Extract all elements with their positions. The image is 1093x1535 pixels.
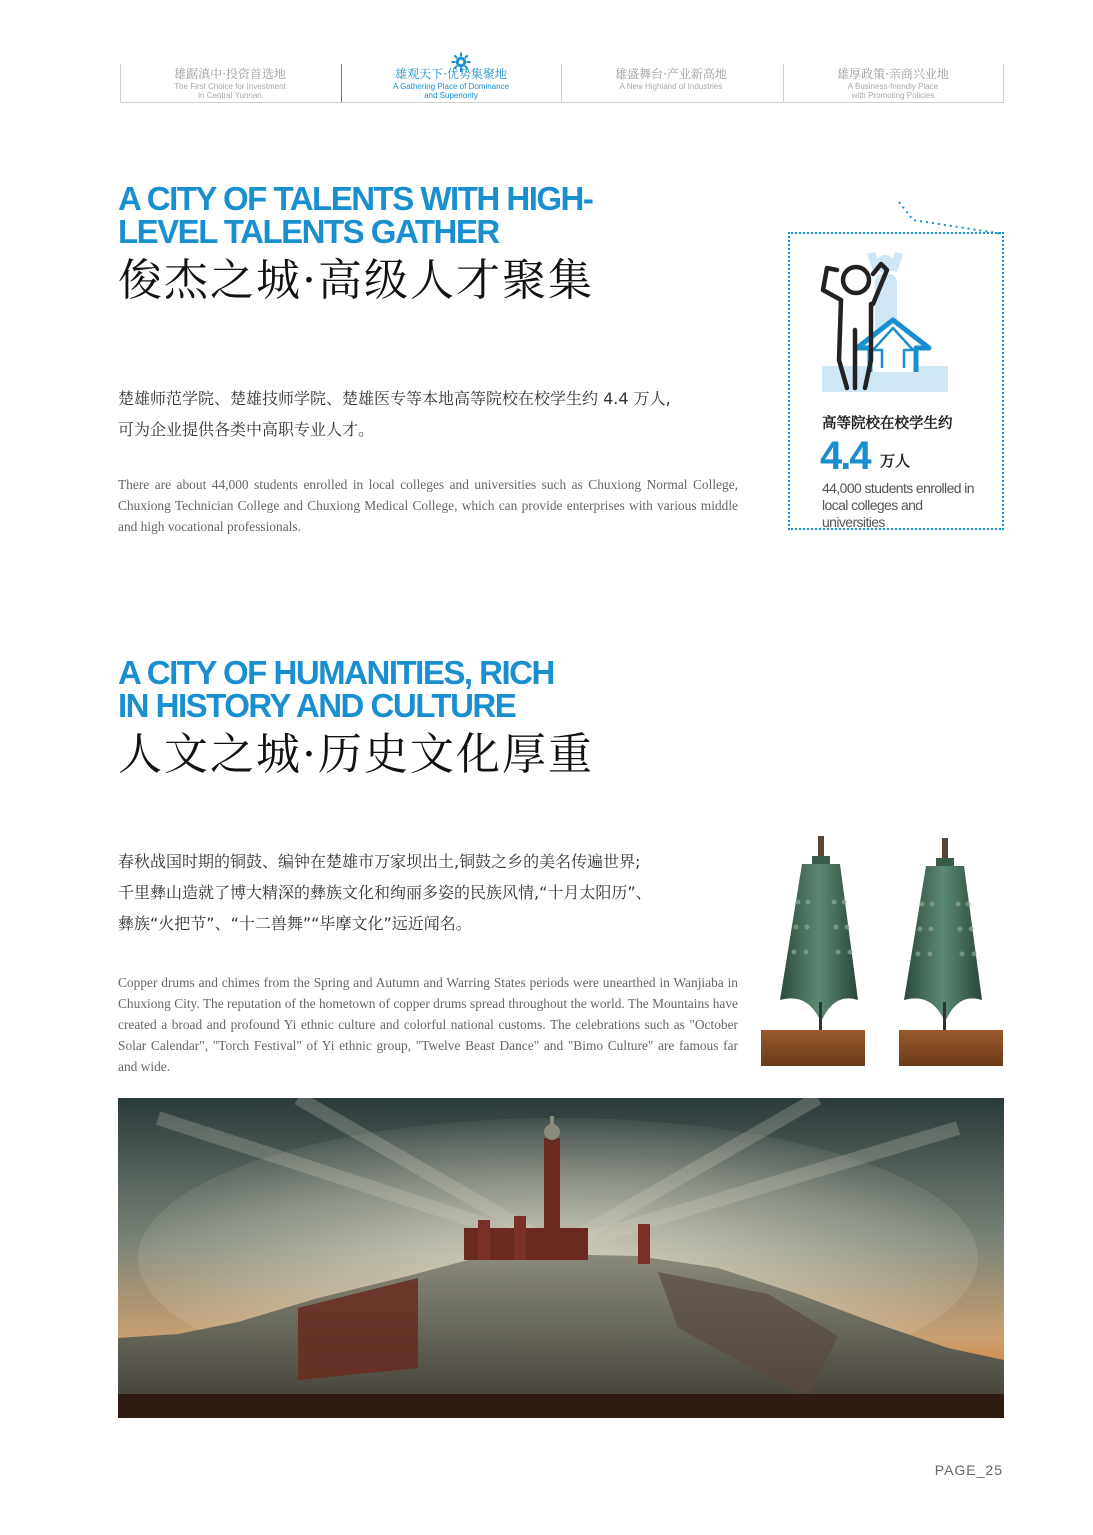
- nav-item-en: and Superiority: [424, 91, 478, 100]
- nav-item-zh: 雄厚政策·亲商兴业地: [837, 67, 949, 81]
- nav-divider: [1003, 64, 1004, 102]
- section2-body-zh: [118, 846, 738, 939]
- stat-number: 4.4: [820, 434, 870, 478]
- nav-item-zh: 雄踞滇中·投资首选地: [174, 67, 286, 81]
- section2-title-en-line1: A CITY OF HUMANITIES, RICH: [118, 654, 554, 691]
- section1-body-zh-line: 楚雄师范学院、楚雄技师学院、楚雄医专等本地高等院校在校学生约 4.4 万人,: [118, 389, 671, 408]
- section1-body-zh-line: 可为企业提供各类中高职专业人才。: [118, 420, 375, 439]
- nav-item-en: with Promoting Policies: [851, 91, 935, 100]
- section2-body-zh-line: 千里彝山造就了博大精深的彝族文化和绚丽多姿的民族风情,“十月太阳历”、: [118, 883, 652, 902]
- monument-landscape-photo: [118, 1098, 1004, 1418]
- section1-title-en-line1: A CITY OF TALENTS WITH HIGH-: [118, 180, 593, 217]
- nav-item-zh: 雄盛舞台·产业新高地: [615, 67, 727, 81]
- bronze-bells-photo: [758, 832, 1008, 1072]
- section1-body-en: There are about 44,000 students enrolled in local colleges and universities such as Chuxiong Normal College, Chuxiong Technician College and Chuxiong Medical College, which can provide enterprises with various middle and high vocational professionals.: [118, 477, 738, 534]
- nav-item-policies[interactable]: [783, 64, 1003, 102]
- nav-item-en: in Central Yunnan: [198, 91, 262, 100]
- page-number: PAGE_25: [934, 1462, 1003, 1478]
- section1-body-zh: [118, 383, 738, 445]
- nav-item-en: A Business-friendly Place: [847, 82, 939, 91]
- nav-item-dominance[interactable]: [341, 64, 561, 102]
- section1-title-zh: 俊杰之城·高级人才聚集: [118, 255, 594, 306]
- nav-item-industries[interactable]: [561, 64, 781, 102]
- section2-title-en-line2: IN HISTORY AND CULTURE: [118, 687, 516, 724]
- section1-title-en-line2: LEVEL TALENTS GATHER: [118, 213, 499, 250]
- nav-item-en: A Gathering Place of Dominance: [392, 82, 510, 91]
- bell-right: [899, 838, 1003, 1066]
- person-arrow-up-icon: [815, 250, 955, 395]
- section-nav: [120, 64, 1004, 103]
- bell-left: [761, 836, 865, 1066]
- stat-label: 高等院校在校学生约: [822, 416, 953, 432]
- nav-item-en: A New Highland of Industries: [619, 82, 723, 91]
- stat-description-en: 44,000 students enrolled in local colleges and universities: [822, 480, 974, 530]
- section2-title-zh: 人文之城·历史文化厚重: [118, 729, 594, 780]
- stat-unit: 万人: [880, 452, 911, 470]
- nav-item-zh: 雄观天下·优势集聚地: [395, 67, 507, 81]
- section2-body-zh-line: 春秋战国时期的铜鼓、编钟在楚雄市万家坝出土,铜鼓之乡的美名传遍世界;: [118, 852, 641, 871]
- section2-body-en: Copper drums and chimes from the Spring and Autumn and Warring States periods were unearthed in Wanjiaba in Chuxiong City. The reputation of the hometown of copper drums spread throughout the world. The Mountains have created a broad and profound Yi ethnic culture and colorful national customs. The celebrations such as "October Solar Calendar", "Torch Festival" of Yi ethnic group, "Twelve Beast Dance" and "Bimo Culture" are famous far and wide.: [118, 975, 738, 1074]
- nav-item-investment[interactable]: [120, 64, 340, 102]
- section2-body-zh-line: 彝族“火把节”、“十二兽舞”“毕摩文化”远近闻名。: [118, 914, 472, 933]
- nav-item-en: The First Choice for Investment: [174, 82, 286, 91]
